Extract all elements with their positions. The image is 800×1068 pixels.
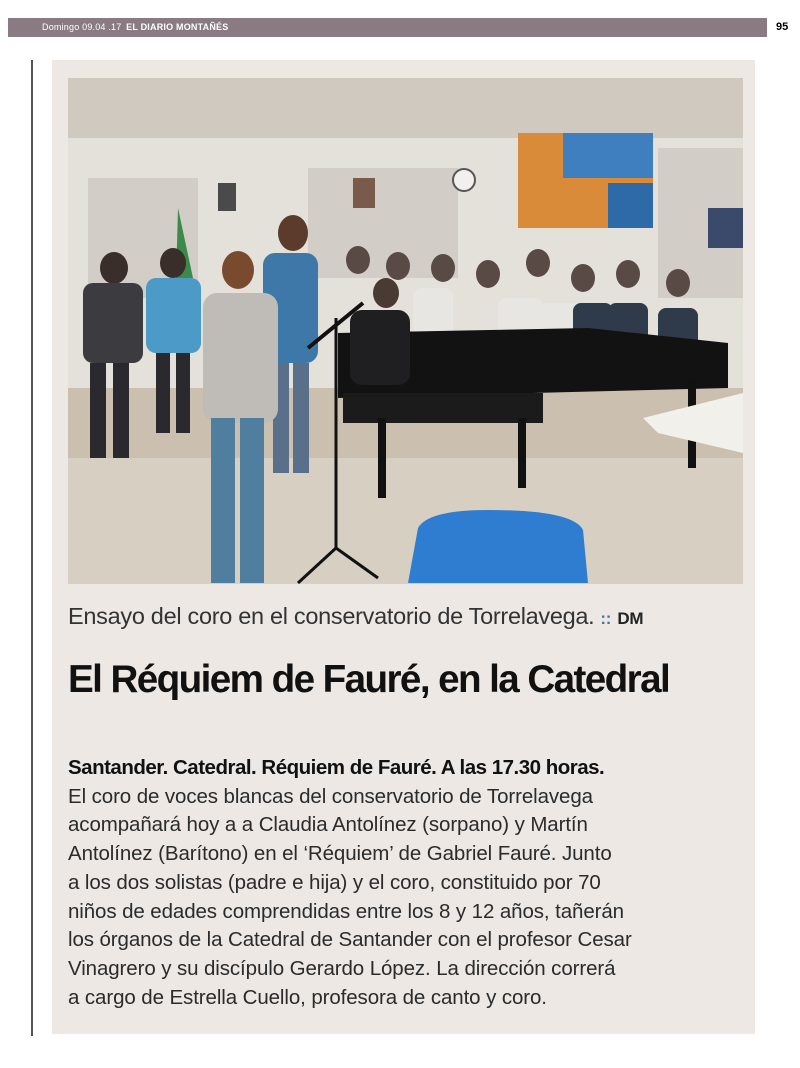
body-line: a cargo de Estrella Cuello, profesora de canto y coro.	[68, 985, 547, 1009]
credit-separator-mark: ::	[600, 609, 612, 628]
body-line: los órganos de la Catedral de Santander con el profesor Cesar	[68, 928, 632, 952]
body-line: Vinagrero y su discípulo Gerardo López. La dirección correrá	[68, 956, 616, 980]
body-line: acompañará hoy a a Claudia Antolínez (sorpano) y Martín	[68, 813, 588, 837]
article-lede: Santander. Catedral. Réquiem de Fauré. A las 17.30 horas.	[68, 756, 605, 779]
body-line: niños de edades comprendidas entre los 8 y 12 años, tañerán	[68, 899, 624, 923]
body-line: Antolínez (Barítono) en el ‘Réquiem’ de Gabriel Fauré. Junto	[68, 842, 612, 866]
page-number: 95	[776, 21, 789, 33]
newspaper-header-bar	[8, 18, 767, 37]
photo-caption-text: Ensayo del coro en el conservatorio de Torrelavega.	[68, 603, 595, 629]
photo-caption	[68, 603, 748, 630]
column-rule	[31, 60, 33, 1036]
article-headline: El Réquiem de Fauré, en la Catedral	[68, 658, 670, 701]
issue-date: Domingo 09.04 .17	[42, 22, 122, 32]
body-line: a los dos solistas (padre e hija) y el coro, constituido por 70	[68, 870, 601, 894]
article-body	[68, 754, 748, 1012]
photo-credit: DM	[617, 609, 644, 628]
newspaper-name: EL DIARIO MONTAÑÉS	[126, 22, 229, 32]
choir-rehearsal-photo	[68, 78, 743, 584]
body-line: El coro de voces blancas del conservatorio de Torrelavega	[68, 784, 593, 808]
